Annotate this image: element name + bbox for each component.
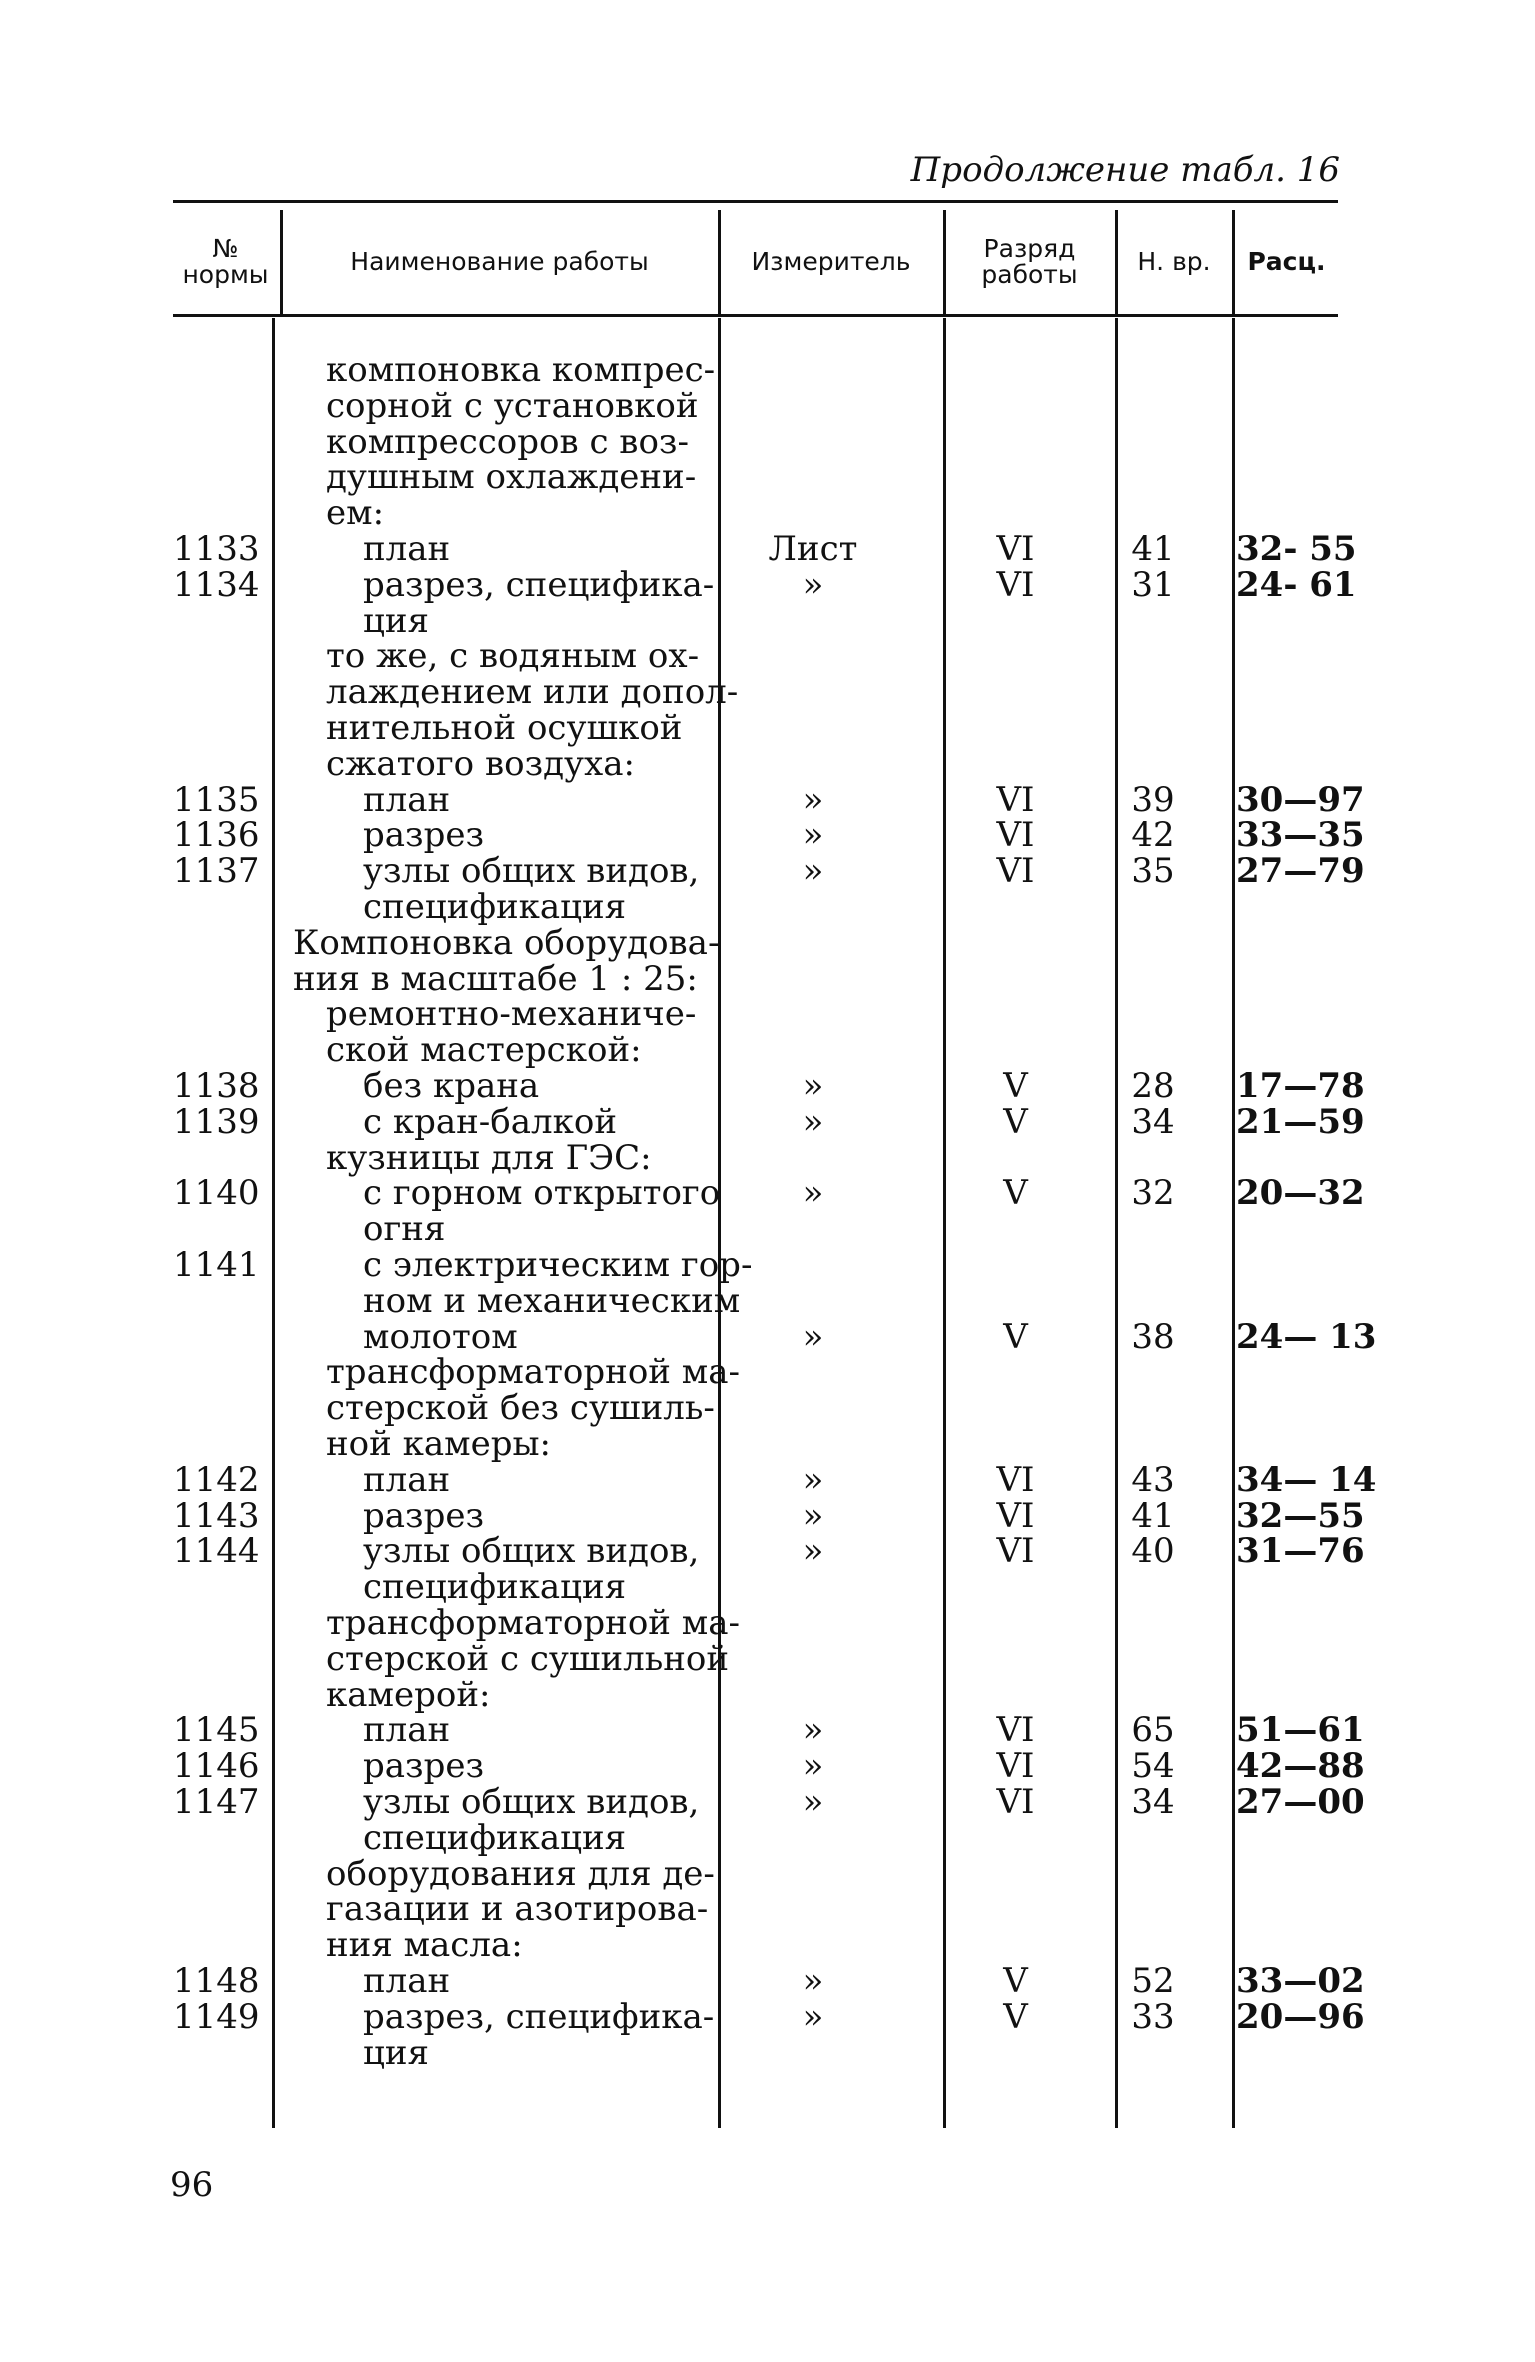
norm-time-cell: 35 xyxy=(1131,851,1175,892)
grade-cell: VI xyxy=(996,529,1035,569)
work-name-cell: нительной осушкой xyxy=(326,708,683,748)
continuation-caption: Продолжение табл. 16 xyxy=(910,150,1340,190)
rate-cell: 34— 14 xyxy=(1236,1459,1377,1500)
grade-cell: VI xyxy=(996,779,1035,820)
work-name-cell: ной камеры: xyxy=(326,1424,551,1464)
work-name-cell: план xyxy=(363,529,451,569)
table-row xyxy=(173,1889,1338,1930)
norm-number-cell: 1143 xyxy=(173,1495,260,1536)
rate-cell: 27—79 xyxy=(1236,851,1365,892)
measure-cell: » xyxy=(802,1101,824,1142)
table-row xyxy=(173,1209,1338,1250)
work-name-cell: молотом xyxy=(363,1316,518,1357)
measure-cell: » xyxy=(802,1531,824,1572)
grade-cell: V xyxy=(1003,1996,1028,2037)
work-name-cell: разрез, специфика- xyxy=(363,1996,715,2037)
work-name-cell: план xyxy=(363,1961,451,2001)
norm-number-cell: 1139 xyxy=(173,1101,260,1142)
work-name-cell: ем: xyxy=(326,493,385,534)
grade-cell: VI xyxy=(996,1746,1035,1787)
table-row xyxy=(173,600,1338,641)
table-row xyxy=(173,493,1338,534)
work-name-cell: план xyxy=(363,779,451,820)
norm-number-cell: 1137 xyxy=(173,851,260,892)
norm-time-cell: 43 xyxy=(1131,1459,1175,1500)
table-row xyxy=(173,1638,1338,1679)
table-row xyxy=(173,421,1338,462)
grade-cell: V xyxy=(1003,1173,1028,1214)
work-name-cell: кузницы для ГЭС: xyxy=(326,1137,652,1178)
work-name-cell: спецификация xyxy=(363,1817,627,1858)
norm-time-cell: 34 xyxy=(1131,1101,1175,1142)
norm-number-cell: 1134 xyxy=(173,564,260,605)
rate-cell: 32- 55 xyxy=(1236,529,1357,569)
work-name-cell: ния в масштабе 1 : 25: xyxy=(293,958,698,999)
work-name-cell: оборудования для де- xyxy=(326,1853,715,1894)
table-row xyxy=(173,672,1338,713)
header-norm-time: Н. вр. xyxy=(1137,247,1211,276)
work-name-cell: ция xyxy=(363,2032,429,2073)
grade-cell: VI xyxy=(996,1495,1035,1536)
measure-cell: » xyxy=(802,1961,824,2001)
norm-time-cell: 41 xyxy=(1131,529,1175,569)
work-name-cell: компоновка компрес- xyxy=(326,350,716,390)
grade-cell: VI xyxy=(996,815,1035,856)
work-name-cell: душным охлаждени- xyxy=(326,457,697,498)
norm-number-cell: 1142 xyxy=(173,1459,260,1500)
rate-cell: 27—00 xyxy=(1236,1782,1365,1822)
rate-cell: 17—78 xyxy=(1236,1066,1365,1106)
work-name-cell: спецификация xyxy=(363,1567,627,1608)
rate-cell: 21—59 xyxy=(1236,1101,1365,1142)
rate-cell: 24— 13 xyxy=(1236,1316,1377,1357)
rate-cell: 33—35 xyxy=(1236,815,1365,856)
norm-time-cell: 31 xyxy=(1131,564,1175,605)
work-name-cell: сорной с установкой xyxy=(326,385,699,426)
work-name-cell: с электрическим гор- xyxy=(363,1245,753,1285)
table-row xyxy=(173,1137,1338,1178)
work-name-cell: с горном открытого xyxy=(363,1173,721,1214)
table-row xyxy=(173,1173,1365,1214)
norm-number-cell: 1147 xyxy=(173,1782,260,1822)
grade-cell: V xyxy=(1003,1316,1028,1357)
header-measure: Измеритель xyxy=(751,247,911,276)
table-row xyxy=(173,922,1338,963)
grade-cell: VI xyxy=(996,564,1035,605)
table-row xyxy=(173,1710,1365,1751)
norm-number-cell: 1133 xyxy=(173,529,260,569)
work-name-cell: ской мастерской: xyxy=(326,1030,642,1071)
measure-cell: » xyxy=(802,1173,824,1214)
work-name-cell: спецификация xyxy=(363,887,627,927)
work-name-cell: трансформаторной ма- xyxy=(326,1603,740,1643)
work-name-cell: узлы общих видов, xyxy=(363,1531,700,1572)
table-row xyxy=(173,1247,1338,1283)
header-rate: Расц. xyxy=(1247,247,1326,276)
table-row xyxy=(173,1426,1338,1462)
work-name-cell: разрез xyxy=(363,815,485,856)
measure-cell: » xyxy=(802,1316,824,1357)
grade-cell: VI xyxy=(996,1710,1035,1751)
norm-time-cell: 34 xyxy=(1131,1782,1175,1822)
table-row xyxy=(173,352,1338,388)
table-row xyxy=(173,889,1338,925)
work-name-cell: газации и азотирова- xyxy=(326,1889,709,1930)
norm-number-cell: 1146 xyxy=(173,1746,260,1787)
norm-time-cell: 65 xyxy=(1131,1710,1175,1751)
norm-time-cell: 41 xyxy=(1131,1495,1175,1536)
measure-cell: » xyxy=(802,779,824,820)
table-row xyxy=(173,1674,1338,1715)
grade-cell: V xyxy=(1003,1101,1028,1142)
measure-cell: » xyxy=(802,815,824,856)
table-row xyxy=(173,1567,1338,1608)
table-row xyxy=(173,1782,1365,1822)
table-row xyxy=(173,1746,1365,1787)
rate-cell: 42—88 xyxy=(1236,1746,1365,1787)
measure-cell: » xyxy=(802,851,824,892)
norm-time-cell: 40 xyxy=(1131,1531,1175,1572)
norm-time-cell: 32 xyxy=(1131,1173,1175,1214)
rate-cell: 31—76 xyxy=(1236,1531,1365,1572)
measure-cell: » xyxy=(802,564,824,605)
norm-time-cell: 52 xyxy=(1131,1961,1175,2001)
measure-cell: » xyxy=(802,1746,824,1787)
grade-cell: V xyxy=(1003,1066,1028,1106)
norm-time-cell: 42 xyxy=(1131,815,1175,856)
table-row xyxy=(173,1531,1365,1572)
norm-number-cell: 1140 xyxy=(173,1173,260,1214)
grade-cell: VI xyxy=(996,851,1035,892)
rate-cell: 33—02 xyxy=(1236,1961,1365,2001)
work-name-cell: трансформаторной ма- xyxy=(326,1352,740,1393)
table-row xyxy=(173,1066,1365,1106)
table-top-rule xyxy=(173,200,1338,203)
table-row xyxy=(173,1316,1377,1357)
rate-cell: 32—55 xyxy=(1236,1495,1365,1536)
grade-cell: VI xyxy=(996,1459,1035,1500)
table-row xyxy=(173,1996,1365,2037)
work-name-cell: узлы общих видов, xyxy=(363,1782,700,1822)
work-name-cell: сжатого воздуха: xyxy=(326,743,635,784)
header-work-name: Наименование работы xyxy=(350,247,649,276)
table-row xyxy=(173,457,1338,498)
measure-cell: » xyxy=(802,1066,824,1106)
measure-cell: » xyxy=(802,1710,824,1751)
measure-cell: » xyxy=(802,1459,824,1500)
table-row xyxy=(173,743,1338,784)
measure-cell: Лист xyxy=(768,529,858,569)
table-row xyxy=(173,1101,1365,1142)
work-name-cell: план xyxy=(363,1710,451,1751)
table-row xyxy=(173,1961,1365,2001)
table-row xyxy=(173,1280,1338,1321)
norm-number-cell: 1144 xyxy=(173,1531,260,1572)
norm-number-cell: 1145 xyxy=(173,1710,260,1751)
table-row xyxy=(173,994,1338,1035)
work-name-cell: ремонтно-механиче- xyxy=(326,994,697,1035)
work-name-cell: компрессоров с воз- xyxy=(326,421,689,462)
norm-number-cell: 1136 xyxy=(173,815,260,856)
table-row xyxy=(173,1853,1338,1894)
table-row xyxy=(173,385,1338,426)
measure-cell: » xyxy=(802,1782,824,1822)
work-name-cell: разрез, специфика- xyxy=(363,564,715,605)
norm-number-cell: 1148 xyxy=(173,1961,260,2001)
table-row xyxy=(173,2032,1338,2073)
norm-number-cell: 1141 xyxy=(173,1245,260,1285)
table-row xyxy=(173,564,1357,605)
work-name-cell: ция xyxy=(363,600,429,641)
work-name-cell: с кран-балкой xyxy=(363,1101,618,1142)
norm-time-cell: 39 xyxy=(1131,779,1175,820)
norm-time-cell: 28 xyxy=(1131,1066,1175,1106)
norm-time-cell: 38 xyxy=(1131,1316,1175,1357)
measure-cell: » xyxy=(802,1495,824,1536)
table-row xyxy=(173,529,1357,569)
table-row xyxy=(173,710,1338,746)
rate-cell: 30—97 xyxy=(1236,779,1365,820)
table-row xyxy=(173,851,1365,892)
rate-cell: 20—32 xyxy=(1236,1173,1365,1214)
table-row xyxy=(173,1459,1377,1500)
table-row xyxy=(173,958,1338,999)
rate-cell: 24- 61 xyxy=(1236,564,1357,605)
table-row xyxy=(173,1388,1338,1429)
work-name-cell: камерой: xyxy=(326,1674,491,1715)
grade-cell: VI xyxy=(996,1782,1035,1822)
work-name-cell: без крана xyxy=(363,1066,540,1106)
work-name-cell: лаждением или допол- xyxy=(326,672,739,713)
table-row xyxy=(173,1925,1338,1966)
page-number: 96 xyxy=(170,2165,214,2205)
table-row xyxy=(173,1817,1338,1858)
grade-cell: VI xyxy=(996,1531,1035,1572)
table-row xyxy=(173,1495,1365,1536)
table-row xyxy=(173,636,1338,677)
work-name-cell: план xyxy=(363,1459,451,1500)
work-name-cell: ния масла: xyxy=(326,1925,523,1966)
header-grade: Разряд работы xyxy=(981,234,1078,289)
norm-time-cell: 33 xyxy=(1131,1996,1175,2037)
header-norm-number: № нормы xyxy=(182,234,269,289)
work-name-cell: ном и механическим xyxy=(363,1280,741,1321)
norm-number-cell: 1135 xyxy=(173,779,260,820)
table-row xyxy=(173,1030,1338,1071)
norm-number-cell: 1138 xyxy=(173,1066,260,1106)
table-row xyxy=(173,815,1365,856)
work-name-cell: стерской без сушиль- xyxy=(326,1388,715,1429)
work-name-cell: стерской с сушильной xyxy=(326,1638,730,1679)
norm-number-cell: 1149 xyxy=(173,1996,260,2037)
work-name-cell: разрез xyxy=(363,1495,485,1536)
rate-cell: 51—61 xyxy=(1236,1710,1365,1751)
work-name-cell: узлы общих видов, xyxy=(363,851,700,892)
measure-cell: » xyxy=(802,1996,824,2037)
norm-time-cell: 54 xyxy=(1131,1746,1175,1787)
table-header-rule xyxy=(173,314,1338,317)
table-row xyxy=(173,1352,1338,1393)
work-name-cell: то же, с водяным ох- xyxy=(326,636,700,677)
work-name-cell: разрез xyxy=(363,1746,485,1787)
table-row xyxy=(173,779,1365,820)
work-name-cell: Компоновка оборудова- xyxy=(293,922,720,963)
rate-cell: 20—96 xyxy=(1236,1996,1365,2037)
grade-cell: V xyxy=(1003,1961,1028,2001)
work-name-cell: огня xyxy=(363,1209,446,1250)
table-row xyxy=(173,1605,1338,1641)
